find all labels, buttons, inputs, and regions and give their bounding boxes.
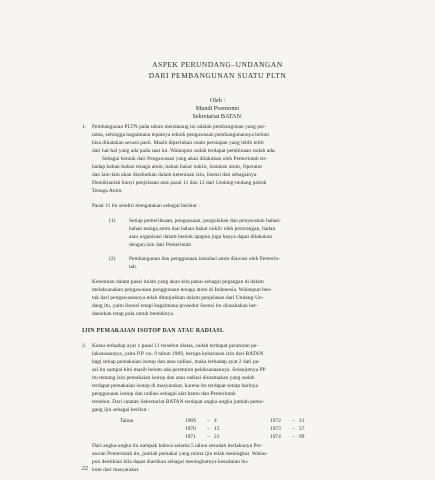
table-cell-sep: – xyxy=(207,426,210,432)
table-cell-value: 15 xyxy=(214,426,220,432)
table-cell-year: 1971 xyxy=(185,434,196,440)
table-cell-year: 1973 xyxy=(270,426,281,432)
text-line: dasarkan tetap pula untuk bentuknya. xyxy=(92,311,175,317)
table-cell-value: 21 xyxy=(299,418,305,424)
pasal-item-marker: (1) xyxy=(109,218,116,224)
text-line: dengan izin dari Pemerintah xyxy=(129,242,191,248)
text-line: laksanaannya, yaitu P.P. no. 9 tahun 1969, berupa keharusan izin dari BATAN xyxy=(92,351,264,357)
text-line: Dari angka-angka itu nampak bahwa selama 5 tahun sesudah berlakunya Per- xyxy=(92,443,263,449)
text-line: hadap bahan-bahan tenaga atom, bahan bakar nuklir, instalasi atom, Operator xyxy=(92,164,263,170)
text-line: Setiap pemeriksaan, penguasaan, pengolahan dan penyerahan bahan- xyxy=(129,218,281,224)
document-title-line-2: DARI PEMBANGUNAN SUATU PLTN xyxy=(148,71,287,80)
text-line: gang ijin sebagai berikut : xyxy=(92,407,150,413)
text-line: aturan Pemerintah itu, jumlah pemakai yang minta ijin telah meningkat. Walau- xyxy=(92,451,268,457)
table-cell-sep: – xyxy=(207,434,210,440)
table-cell-year: 1969 xyxy=(185,418,196,424)
text-line: itu tentang izin pemakaian isotop dan atau radiasi diutamakan yang sudah xyxy=(92,375,255,381)
byline-author: Mundi Poernomo xyxy=(195,105,240,112)
table-cell-year: 1974 xyxy=(270,434,281,440)
text-line: Kalau terhadap ayat 1 pasal 11 tersebut diatas, sudah terdapat peraturan pe- xyxy=(92,343,259,349)
table-cell-value: 99 xyxy=(299,434,305,440)
byline-affiliation: Sekretariat BATAN. xyxy=(192,113,243,120)
text-line: sal itu sampai kini masih belum ada peraturan pelaksanaannya. Selanjutnya PP xyxy=(92,367,266,373)
text-line: pun demikian bila dapat diartikan sebagai meningkatnya kesadaran hu- xyxy=(92,459,249,465)
text-line: Pembangunan dan penggunaan instalasi atom diawasi oleh Pemerin- xyxy=(129,256,280,262)
text-line: tuk dari pengawasannya telah ditunjukkan dalam penjelasan dari Undang-Un- xyxy=(92,295,264,301)
table-cell-sep: – xyxy=(207,418,210,424)
text-line: Pembangunan PLTN pada tahun mendatang ini adalah pembangunan yang per- xyxy=(92,124,266,130)
text-line: Tenaga Atom. xyxy=(92,188,123,194)
table-label: Tahun xyxy=(120,418,134,424)
text-line: kum dari masyarakat. xyxy=(92,467,140,473)
text-line: bahan tenaga atom dan bahan bakar nuklir oleh perorangan, badan xyxy=(129,226,276,232)
page-number: 22 xyxy=(82,466,88,472)
document-title-line-1: ASPEK PERUNDANG–UNDANGAN xyxy=(152,60,283,69)
text-line: tah. xyxy=(129,264,138,270)
text-line: dan lain-lain akan disebutkan dalam ketentuan izin, lisensi dan sebagainya. xyxy=(92,172,258,178)
text-line: melaksanakan pengawasan penggunaan tenaga atom di Indonesia. Walaupun ben- xyxy=(92,287,272,293)
paragraph-number-2: 2. xyxy=(82,343,87,349)
table-cell-year: 1972 xyxy=(270,418,281,424)
text-line: tama, sehingga bagaimana tepatnya teknik pengawasan pembangunannya belum xyxy=(92,132,269,138)
text-line: bagi setiap pemakaian isotop dan atau radiasi, maka terhadap ayat 2 dari pa- xyxy=(92,359,260,365)
section-heading: IJIN PEMAKAIAN ISOTOP DAN ATAU RADIASI. xyxy=(82,328,225,334)
text-line: dari hal-hal yang ada pada saat ini. Walaupun sudah terdapat pembinaan sudah ada. xyxy=(92,148,276,154)
text-line: bisa dikatakan secara pasti. Masih diperlukan suatu persiapan yang lebih teliti xyxy=(92,140,264,146)
table-cell-sep: – xyxy=(292,434,295,440)
byline-by: Oleh : xyxy=(209,97,226,104)
text-line: dang itu, yaitu lisensi tetapi bagaimana prosedur lisensi itu diusahakan ber- xyxy=(92,303,258,309)
table-cell-sep: – xyxy=(292,426,295,432)
text-line: penggunaan isotop dan radiasi sebagai alat bantu dan Pemerintah xyxy=(92,391,236,397)
text-line: atau organisasi dalam bentuk apapun juga hanya dapat dilakukan xyxy=(129,234,273,240)
table-cell-year: 1970 xyxy=(185,426,196,432)
text-line: Sebagai bentuk dari Pengawasan yang akan dilakukan oleh Pemerintah ter- xyxy=(102,156,268,162)
table-cell-value: 4 xyxy=(214,418,217,424)
table-cell-value: 21 xyxy=(214,434,220,440)
pasal-intro: Pasal 11 itu sendiri mengatakan sebagai berikut : xyxy=(92,203,200,209)
paragraph-number-1: 1. xyxy=(82,124,87,130)
text-line: Ketentuan dalam pasal itulah yang akan kita pakai sebagai pegangan di dalam xyxy=(92,279,264,285)
text-line: Demikianlah bunyi penjelasan atas pasal 11 dan 12 dari Undang-undang pokok xyxy=(92,180,267,186)
table-cell-sep: – xyxy=(292,418,295,424)
text-line: tersebut. Dari catatan Sekretariat BATAN terdapat angka-angka jumlah pemo- xyxy=(92,399,265,405)
table-cell-value: 57 xyxy=(299,426,305,432)
text-line: terdapat pemakaian isotop di masyarakat, karena itu terdapat setiap harinya xyxy=(92,383,258,389)
pasal-item-marker: (2) xyxy=(109,256,116,262)
